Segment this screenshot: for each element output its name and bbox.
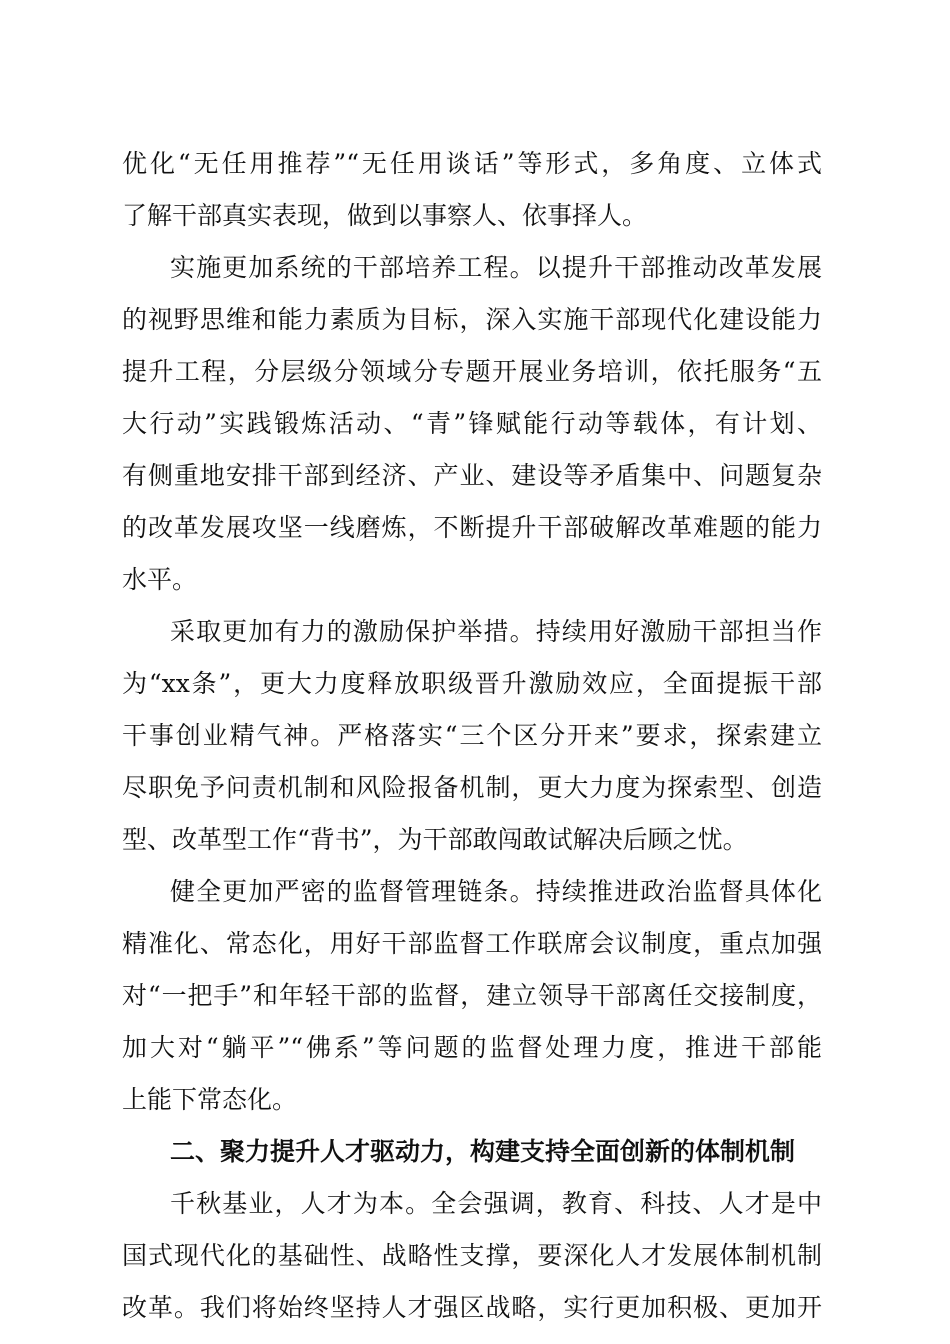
paragraph-first-line: 采取更加有力的激励保护举措。持续用好激励干部担当作 xyxy=(170,617,822,646)
text-line: 为“xx条”，更大力度释放职级晋升激励效应，全面提振干部 xyxy=(122,669,822,698)
text-line: 上能下常态化。 xyxy=(122,1085,298,1114)
text-line: 干事创业精气神。严格落实“三个区分开来”要求，探索建立 xyxy=(122,721,822,750)
document-body xyxy=(122,138,822,1334)
text-line: 精准化、常态化，用好干部监督工作联席会议制度，重点加强 xyxy=(122,929,822,958)
text-line: 对“一把手”和年轻干部的监督，建立领导干部离任交接制度， xyxy=(122,981,822,1010)
text-line: 的视野思维和能力素质为目标，深入实施干部现代化建设能力 xyxy=(122,305,822,334)
text-line: 型、改革型工作“背书”，为干部敢闯敢试解决后顾之忧。 xyxy=(122,825,748,854)
text-line: 加大对“躺平”“佛系”等问题的监督处理力度，推进干部能 xyxy=(122,1033,822,1062)
text-line: 尽职免予问责机制和风险报备机制，更大力度为探索型、创造 xyxy=(122,773,822,802)
text-line: 的改革发展攻坚一线磨炼，不断提升干部破解改革难题的能力 xyxy=(122,513,822,542)
paragraph-first-line: 千秋基业，人才为本。全会强调，教育、科技、人才是中 xyxy=(170,1189,822,1218)
text-line: 国式现代化的基础性、战略性支撑，要深化人才发展体制机制 xyxy=(122,1241,822,1270)
text-line: 了解干部真实表现，做到以事察人、依事择人。 xyxy=(122,201,648,230)
text-line: 有侧重地安排干部到经济、产业、建设等矛盾集中、问题复杂 xyxy=(122,461,822,490)
section-heading: 二、聚力提升人才驱动力，构建支持全面创新的体制机制 xyxy=(170,1137,796,1166)
text-line: 提升工程，分层级分领域分专题开展业务培训，依托服务“五 xyxy=(122,357,822,386)
text-line: 水平。 xyxy=(122,565,198,594)
text-line: 大行动”实践锻炼活动、“青”锋赋能行动等载体，有计划、 xyxy=(122,409,822,438)
text-line: 改革。我们将始终坚持人才强区战略，实行更加积极、更加开 xyxy=(122,1293,822,1322)
paragraph-first-line: 健全更加严密的监督管理链条。持续推进政治监督具体化 xyxy=(170,877,822,906)
paragraph-first-line: 实施更加系统的干部培养工程。以提升干部推动改革发展 xyxy=(170,253,822,282)
text-line: 优化“无任用推荐”“无任用谈话”等形式，多角度、立体式 xyxy=(122,149,822,178)
